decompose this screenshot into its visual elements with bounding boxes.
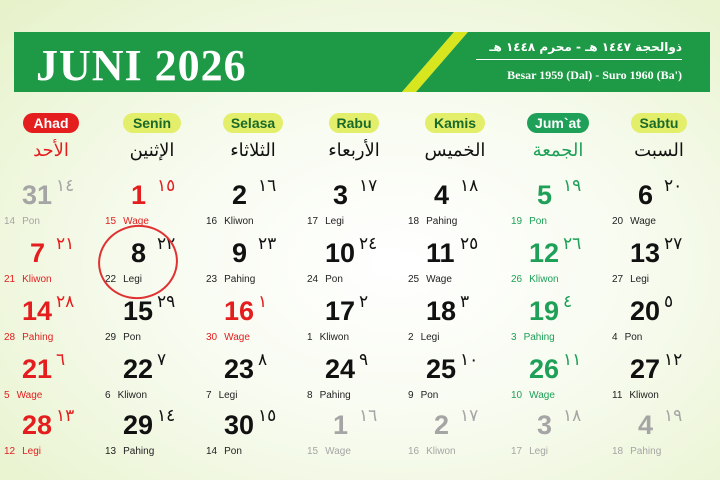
day-cell[interactable] (612, 292, 712, 352)
day-cell[interactable] (105, 350, 205, 410)
pasaran-day: Wage (224, 332, 250, 343)
gregorian-date: 30 (224, 410, 255, 440)
pasaran-day: Kliwon (117, 390, 148, 401)
pasaran-day: Wage (325, 446, 351, 457)
pasaran-line (206, 332, 250, 343)
day-cell[interactable] (4, 406, 104, 466)
pasaran-line (612, 216, 656, 227)
gregorian-date: 12 (529, 238, 560, 268)
gregorian-date: 19 (529, 296, 560, 326)
pasaran-number: 3 (511, 332, 517, 343)
pasaran-line (408, 446, 456, 457)
pasaran-day: Pon (529, 216, 547, 227)
hijri-date: ١٨ (563, 406, 582, 426)
day-cell[interactable] (307, 176, 407, 236)
pasaran-day: Pon (624, 332, 643, 343)
hijri-date: ١٥ (157, 176, 176, 196)
weekday-arabic-kamis: الخميس (424, 140, 486, 161)
hijri-date: ٢٩ (157, 292, 176, 312)
pasaran-number: 16 (206, 216, 218, 227)
day-cell[interactable] (206, 292, 306, 352)
day-cell[interactable] (4, 292, 104, 352)
gregorian-date: 15 (123, 296, 154, 326)
pasaran-number: 18 (408, 216, 420, 227)
day-cell[interactable] (612, 234, 712, 294)
gregorian-date: 16 (224, 296, 255, 326)
weekday-arabic-sabtu: السبت (634, 140, 684, 161)
hijri-date: ١٥ (258, 406, 277, 426)
day-cell[interactable] (307, 292, 407, 352)
hijri-date: ٢٧ (664, 234, 683, 254)
hijri-date: ١٣ (56, 406, 75, 426)
pasaran-number: 8 (307, 390, 313, 401)
pasaran-line (612, 274, 649, 285)
gregorian-date: 4 (434, 180, 450, 210)
pasaran-day: Pon (224, 446, 242, 457)
weekday-label-kamis: Kamis (425, 113, 485, 133)
pasaran-number: 17 (307, 216, 319, 227)
gregorian-date: 5 (537, 180, 553, 210)
pasaran-number: 24 (307, 274, 319, 285)
pasaran-number: 2 (408, 332, 414, 343)
pasaran-day: Legi (218, 390, 238, 401)
gregorian-date: 26 (529, 354, 560, 384)
gregorian-date: 1 (131, 180, 147, 210)
hijri-date: ١٧ (460, 406, 479, 426)
day-cell[interactable] (408, 406, 508, 466)
pasaran-number: 15 (105, 216, 117, 227)
pasaran-day: Pon (325, 274, 343, 285)
hijri-date: ١٩ (563, 176, 582, 196)
header-divider (476, 59, 682, 60)
day-cell[interactable] (511, 350, 611, 410)
hijri-date: ١٠ (460, 350, 479, 370)
pasaran-day: Pahing (523, 332, 555, 343)
pasaran-line (206, 216, 254, 227)
pasaran-number: 26 (511, 274, 523, 285)
hijri-date: ١٦ (359, 406, 378, 426)
gregorian-date: 31 (22, 180, 53, 210)
hijri-date: ٢١ (56, 234, 75, 254)
pasaran-number: 9 (408, 390, 414, 401)
hijri-date: ٧ (157, 350, 167, 370)
pasaran-line (307, 390, 351, 401)
pasaran-number: 16 (408, 446, 420, 457)
pasaran-day: Pahing (426, 216, 458, 227)
pasaran-number: 25 (408, 274, 420, 285)
pasaran-line (511, 390, 555, 401)
pasaran-number: 29 (105, 332, 117, 343)
pasaran-number: 30 (206, 332, 218, 343)
pasaran-day: Pahing (123, 446, 155, 457)
gregorian-date: 13 (630, 238, 661, 268)
day-cell[interactable] (511, 406, 611, 466)
pasaran-line (408, 274, 452, 285)
pasaran-day: Wage (529, 390, 555, 401)
pasaran-line (4, 274, 52, 285)
hijri-date: ١٤ (56, 176, 75, 196)
hijri-month-title: ذوالحجة ١٤٤٧ هـ - محرم ١٤٤٨ هـ (489, 40, 682, 54)
hijri-date: ١٩ (664, 406, 683, 426)
pasaran-number: 21 (4, 274, 16, 285)
hijri-date: ٢٣ (258, 234, 277, 254)
weekday-label-sabtu: Sabtu (631, 113, 687, 133)
gregorian-date: 29 (123, 410, 154, 440)
hijri-date: ١٧ (359, 176, 378, 196)
pasaran-line (4, 332, 53, 343)
weekday-arabic-rabu: الأربعاء (328, 140, 380, 161)
pasaran-line (612, 390, 659, 401)
pasaran-day: Pon (123, 332, 141, 343)
gregorian-date: 9 (232, 238, 248, 268)
day-cell[interactable] (612, 406, 712, 466)
gregorian-date: 3 (537, 410, 553, 440)
pasaran-number: 27 (612, 274, 624, 285)
day-cell[interactable] (206, 350, 306, 410)
hijri-date: ١ (258, 292, 268, 312)
day-cell[interactable] (408, 234, 508, 294)
pasaran-line (408, 390, 438, 401)
pasaran-line (4, 390, 42, 401)
pasaran-day: Legi (123, 274, 143, 285)
day-cell[interactable] (307, 234, 407, 294)
pasaran-line (105, 332, 141, 343)
hijri-date: ٢٠ (664, 176, 683, 196)
day-cell[interactable] (307, 350, 407, 410)
weekday-label-senin: Senin (123, 113, 181, 133)
day-cell[interactable] (206, 176, 306, 236)
day-cell[interactable] (408, 350, 508, 410)
javanese-month-title: Besar 1959 (Dal) - Suro 1960 (Ba') (507, 68, 682, 82)
pasaran-number: 23 (206, 274, 218, 285)
pasaran-line (511, 216, 547, 227)
pasaran-line (105, 446, 154, 457)
gregorian-date: 14 (22, 296, 53, 326)
weekday-arabic-ahad: الأحد (33, 140, 69, 161)
pasaran-line (307, 446, 351, 457)
pasaran-number: 10 (511, 390, 523, 401)
pasaran-day: Pon (22, 216, 40, 227)
gregorian-date: 2 (434, 410, 450, 440)
weekday-label-jumat: Jum`at (527, 113, 589, 133)
day-cell[interactable] (4, 234, 104, 294)
pasaran-number: 22 (105, 274, 117, 285)
hijri-date: ١٢ (664, 350, 683, 370)
pasaran-number: 20 (612, 216, 624, 227)
hijri-date: ١٨ (460, 176, 479, 196)
pasaran-line (408, 332, 439, 343)
gregorian-date: 6 (638, 180, 654, 210)
pasaran-line (206, 274, 255, 285)
day-cell[interactable] (612, 350, 712, 410)
hijri-date: ٣ (460, 292, 470, 312)
gregorian-date: 1 (333, 410, 349, 440)
gregorian-date: 11 (426, 238, 455, 268)
gregorian-date: 23 (224, 354, 255, 384)
gregorian-date: 22 (123, 354, 154, 384)
hijri-date: ٢ (359, 292, 369, 312)
pasaran-line (105, 390, 147, 401)
pasaran-line (206, 446, 242, 457)
hijri-date: ٥ (664, 292, 674, 312)
pasaran-line (408, 216, 457, 227)
day-cell[interactable] (511, 234, 611, 294)
pasaran-day: Kliwon (426, 446, 456, 457)
pasaran-number: 17 (511, 446, 523, 457)
pasaran-line (511, 274, 559, 285)
hijri-date: ٦ (56, 350, 66, 370)
hijri-date: ٢٤ (359, 234, 378, 254)
pasaran-line (511, 446, 548, 457)
day-cell[interactable] (408, 176, 508, 236)
weekday-arabic-senin: الإثنين (129, 140, 175, 161)
weekday-arabic-jumat: الجمعة (532, 140, 584, 161)
pasaran-number: 12 (4, 446, 16, 457)
day-cell[interactable] (307, 406, 407, 466)
gregorian-date: 18 (426, 296, 457, 326)
month-title: JUNI 2026 (36, 41, 247, 90)
pasaran-number: 14 (4, 216, 16, 227)
pasaran-day: Wage (630, 216, 656, 227)
day-cell[interactable] (4, 176, 104, 236)
pasaran-day: Wage (123, 216, 149, 227)
pasaran-day: Legi (22, 446, 42, 457)
hijri-date: ١١ (563, 350, 582, 370)
gregorian-date: 8 (131, 238, 147, 268)
hijri-date: ٢٢ (157, 234, 176, 254)
gregorian-date: 20 (630, 296, 661, 326)
hijri-date: ١٦ (258, 176, 277, 196)
hijri-date: ٢٦ (563, 234, 582, 254)
gregorian-date: 2 (232, 180, 248, 210)
pasaran-line (4, 446, 41, 457)
pasaran-day: Legi (630, 274, 650, 285)
gregorian-date: 25 (426, 354, 457, 384)
pasaran-number: 6 (105, 390, 111, 401)
day-cell[interactable] (105, 406, 205, 466)
hijri-date: ٢٨ (56, 292, 75, 312)
pasaran-day: Legi (529, 446, 549, 457)
weekday-label-ahad: Ahad (23, 113, 79, 133)
hijri-date: ١٤ (157, 406, 176, 426)
pasaran-line (307, 216, 344, 227)
pasaran-number: 7 (206, 390, 212, 401)
pasaran-day: Pahing (630, 446, 662, 457)
pasaran-number: 13 (105, 446, 117, 457)
hijri-date: ٩ (359, 350, 369, 370)
pasaran-day: Legi (325, 216, 345, 227)
pasaran-day: Pon (420, 390, 439, 401)
gregorian-date: 24 (325, 354, 356, 384)
day-cell[interactable] (105, 292, 205, 352)
gregorian-date: 3 (333, 180, 349, 210)
pasaran-line (612, 446, 661, 457)
pasaran-number: 11 (612, 390, 623, 401)
pasaran-line (4, 216, 40, 227)
pasaran-number: 1 (307, 332, 313, 343)
pasaran-line (206, 390, 237, 401)
gregorian-date: 17 (325, 296, 356, 326)
pasaran-number: 19 (511, 216, 523, 227)
pasaran-number: 28 (4, 332, 16, 343)
day-cell[interactable] (4, 350, 104, 410)
pasaran-line (511, 332, 555, 343)
pasaran-day: Kliwon (22, 274, 52, 285)
pasaran-day: Pahing (319, 390, 351, 401)
gregorian-date: 7 (30, 238, 46, 268)
gregorian-date: 27 (630, 354, 661, 384)
pasaran-day: Wage (16, 390, 43, 401)
day-cell[interactable] (206, 406, 306, 466)
pasaran-day: Wage (426, 274, 452, 285)
pasaran-day: Legi (420, 332, 440, 343)
pasaran-number: 14 (206, 446, 218, 457)
pasaran-number: 5 (4, 390, 10, 401)
pasaran-number: 4 (612, 332, 618, 343)
pasaran-number: 18 (612, 446, 624, 457)
gregorian-date: 28 (22, 410, 53, 440)
day-cell[interactable] (206, 234, 306, 294)
weekday-label-rabu: Rabu (329, 113, 379, 133)
hijri-date: ٤ (563, 292, 573, 312)
pasaran-line (307, 332, 349, 343)
weekday-arabic-selasa: الثلاثاء (230, 140, 276, 161)
pasaran-day: Kliwon (319, 332, 350, 343)
weekday-label-selasa: Selasa (223, 113, 283, 133)
pasaran-line (612, 332, 642, 343)
day-cell[interactable] (511, 292, 611, 352)
pasaran-number: 15 (307, 446, 319, 457)
pasaran-line (307, 274, 343, 285)
day-cell[interactable] (408, 292, 508, 352)
pasaran-day: Kliwon (629, 390, 659, 401)
month-header (14, 32, 710, 92)
gregorian-date: 21 (22, 354, 53, 384)
gregorian-date: 10 (325, 238, 356, 268)
hijri-date: ٨ (258, 350, 268, 370)
day-cell[interactable] (511, 176, 611, 236)
gregorian-date: 4 (638, 410, 654, 440)
pasaran-day: Kliwon (529, 274, 559, 285)
pasaran-day: Pahing (22, 332, 54, 343)
pasaran-day: Pahing (224, 274, 256, 285)
hijri-date: ٢٥ (460, 234, 479, 254)
pasaran-day: Kliwon (224, 216, 254, 227)
day-cell[interactable] (612, 176, 712, 236)
